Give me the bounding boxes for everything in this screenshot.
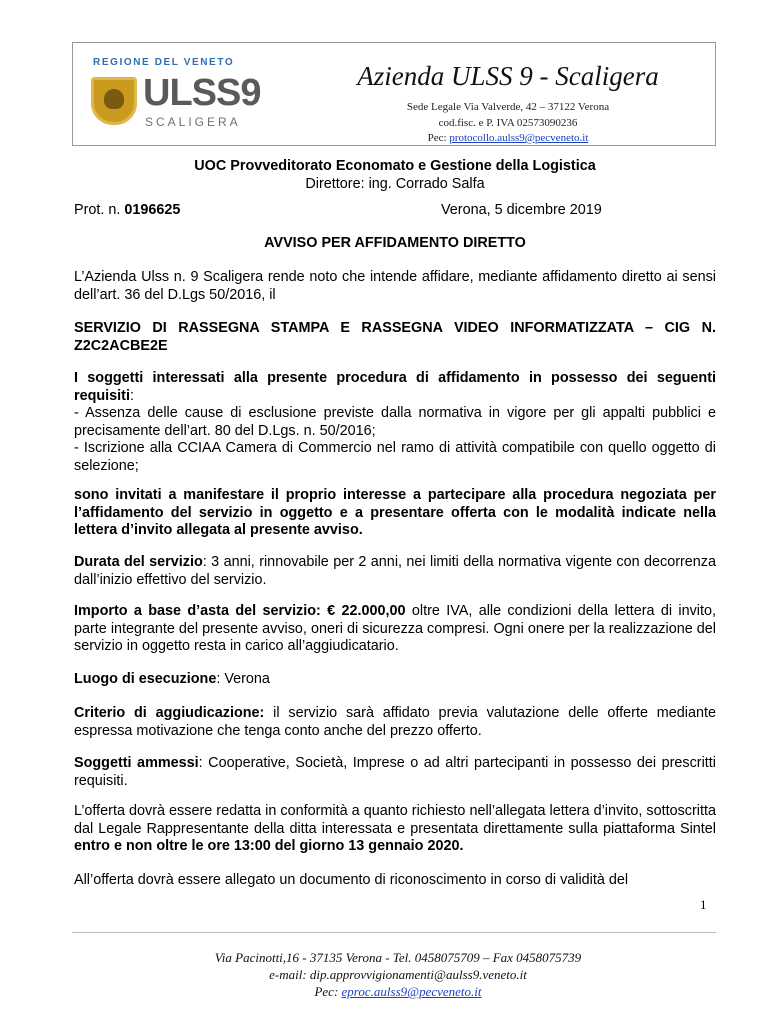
footer-email: e-mail: dip.approvvigionamenti@aulss9.veneto.it: [269, 967, 527, 982]
criterion-label: Criterio di aggiudicazione:: [74, 705, 265, 721]
footer-pec-label: Pec:: [314, 984, 342, 999]
footer-pec-link[interactable]: eproc.aulss9@pecveneto.it: [341, 984, 482, 999]
subjects-paragraph: Soggetti ammessi: Cooperative, Società, Imprese o ad altri partecipanti in possesso dei prescritti requisiti.: [74, 755, 716, 789]
page-number: 1: [700, 897, 707, 912]
service-title: SERVIZIO DI RASSEGNA STAMPA E RASSEGNA VIDEO INFORMATIZZATA – CIG N. Z2C2ACBE2E: [74, 320, 716, 354]
organization-name: Azienda ULSS 9 - Scaligera: [357, 61, 659, 91]
department: UOC Provveditorato Economato e Gestione della Logistica: [194, 158, 596, 174]
intro-paragraph: L’Azienda Ulss n. 9 Scaligera rende noto che intende affidare, mediante affidamento diretto ai sensi dell’art. 36 del D.Lgs 50/2016, il: [74, 269, 716, 303]
attachment-paragraph: All’offerta dovrà essere allegato un documento di riconoscimento in corso di validità del: [74, 872, 629, 888]
location-label: Luogo di esecuzione: [74, 671, 217, 687]
requirements-heading: I soggetti interessati alla presente procedura di affidamento in possesso dei seguenti requisiti:: [74, 370, 716, 404]
protocol-label: Prot. n.: [74, 202, 125, 218]
notice-title: AVVISO PER AFFIDAMENTO DIRETTO: [264, 235, 526, 251]
legal-address: Sede Legale Via Valverde, 42 – 37122 Verona: [406, 101, 610, 113]
header-pec-label: Pec:: [427, 132, 450, 144]
invitation-paragraph: sono invitati a manifestare il proprio interesse a partecipare alla procedura negoziata per l’affidamento del servizio in oggetto e a presentare offerta con le modalità indicate nella lettera d’invito allegata al presente avviso.: [74, 487, 716, 538]
footer-pec: [120, 984, 676, 1000]
lion-crest-icon: [91, 77, 137, 125]
offer-paragraph: L’offerta dovrà essere redatta in conformità a quanto richiesto nell’allegata lettera d’invito, sottoscritta dal Legale Rappresentante della ditta interessata e presentata direttamente sulla piattaforma Sintel entro e non oltre le ore 13:00 del giorno 13 gennaio 2020.: [74, 803, 716, 854]
requirement-item: - Iscrizione alla CCIAA Camera di Commercio nel ramo di attività compatibile con quello oggetto di selezione;: [74, 440, 716, 474]
director: Direttore: ing. Corrado Salfa: [305, 176, 485, 192]
requirement-item: - Assenza delle cause di esclusione previste dalla normativa in vigore per gli appalti pubblici e precisamente dell’art. 80 del D.Lgs. n. 50/2016;: [74, 405, 716, 439]
subjects-label: Soggetti ammessi: [74, 755, 199, 771]
footer-divider: [72, 932, 716, 933]
header-pec: [343, 132, 673, 144]
footer-address: Via Pacinotti,16 - 37135 Verona - Tel. 0458075709 – Fax 0458075739: [214, 950, 582, 965]
offer-deadline: entro e non oltre le ore 13:00 del giorno 13 gennaio 2020.: [74, 838, 464, 854]
fiscal-code: cod.fisc. e P. IVA 02573090236: [438, 117, 578, 129]
protocol-number: 0196625: [124, 202, 181, 218]
logo-region-text: REGIONE DEL VENETO: [93, 57, 235, 68]
letterhead: [72, 42, 716, 146]
amount-label: Importo a base d’asta del servizio: € 22.000,00: [74, 603, 406, 619]
duration-paragraph: Durata del servizio: 3 anni, rinnovabile per 2 anni, nei limiti della normativa vigente con decorrenza dall’inizio effettivo del servizio.: [74, 554, 716, 588]
logo-sub-text: SCALIGERA: [145, 115, 241, 129]
duration-label: Durata del servizio: [74, 554, 203, 570]
header-pec-link[interactable]: protocollo.aulss9@pecveneto.it: [449, 132, 589, 144]
amount-paragraph: Importo a base d’asta del servizio: € 22.000,00 oltre IVA, alle condizioni della lettera di invito, parte integrante del presente avviso, oneri di sicurezza compresi. Ogni onere per la realizzazione del servizio in oggetto resta in carico all’aggiudicatario.: [74, 603, 716, 654]
criterion-paragraph: Criterio di aggiudicazione: il servizio sarà affidato previa valutazione delle offerte mediante espressa motivazione che tenga conto anche del prezzo offerto.: [74, 705, 716, 739]
place-date: Verona, 5 dicembre 2019: [441, 202, 602, 218]
location-paragraph: Luogo di esecuzione: Verona: [74, 671, 270, 687]
ulss9-logo: [89, 53, 261, 137]
logo-mark-text: ULSS9: [143, 72, 261, 114]
